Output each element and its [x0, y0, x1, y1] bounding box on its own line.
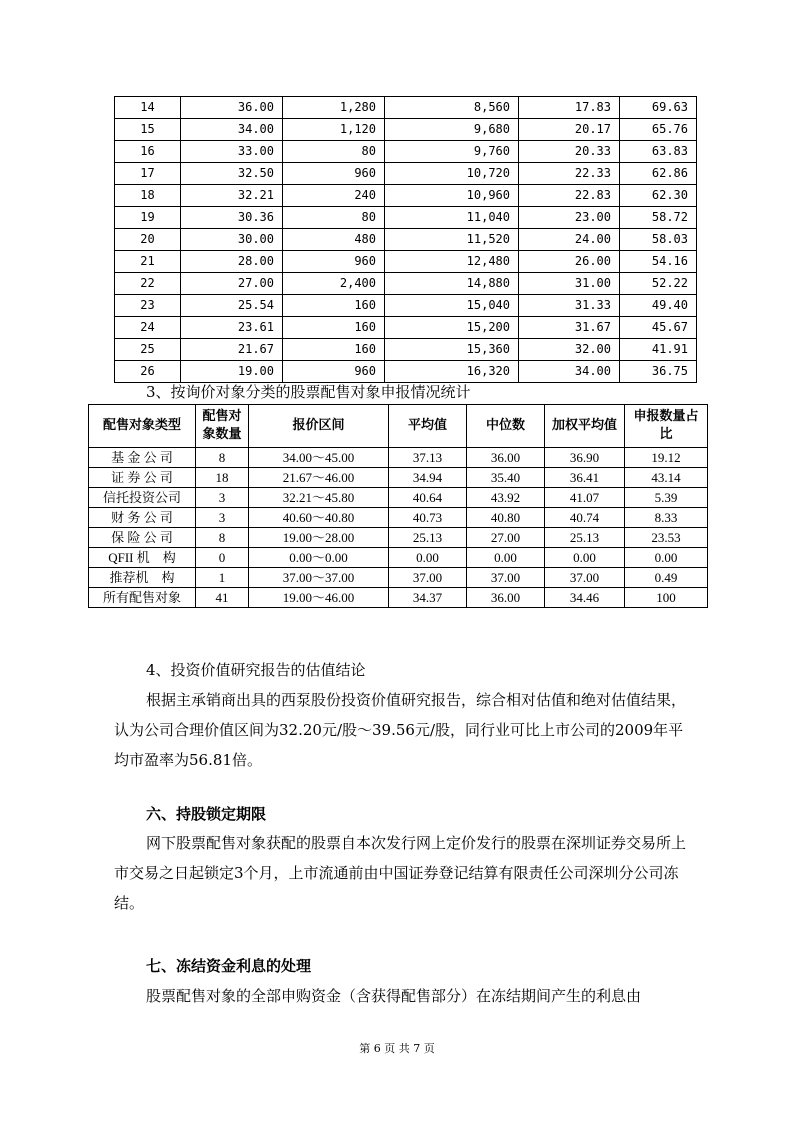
table-cell: 1	[196, 568, 249, 588]
table-cell: 1,280	[283, 97, 385, 119]
section-6-title: 六、持股锁定期限	[146, 805, 267, 823]
table-cell: 160	[283, 317, 385, 339]
table-cell: 32.00	[519, 339, 620, 361]
column-header: 中位数	[467, 405, 545, 448]
table-row	[89, 508, 708, 528]
table-cell: 43.14	[625, 468, 708, 488]
table-row	[89, 468, 708, 488]
table-cell: 20	[115, 229, 181, 251]
table-cell: 11,040	[385, 207, 519, 229]
table-cell: 19.00～46.00	[249, 588, 389, 608]
table-cell: 34.46	[545, 588, 625, 608]
table-row	[115, 251, 697, 273]
page-footer: 第 6 页 共 7 页	[359, 1042, 435, 1055]
table-cell: 24.00	[519, 229, 620, 251]
table-cell: 推荐机 构	[89, 568, 196, 588]
table-cell: 15,200	[385, 317, 519, 339]
table-cell: 36.41	[545, 468, 625, 488]
table-cell: 960	[283, 251, 385, 273]
investor-category-table	[88, 404, 708, 608]
section-3-title: 3、按询价对象分类的股票配售对象申报情况统计	[146, 383, 471, 401]
table-cell: 37.00	[467, 568, 545, 588]
table-cell: 21	[115, 251, 181, 273]
table-cell: 22.83	[519, 185, 620, 207]
table-row	[115, 119, 697, 141]
table-cell: 19.00	[181, 361, 283, 383]
table-cell: 58.03	[620, 229, 697, 251]
table-cell: 25.13	[545, 528, 625, 548]
table-cell: 18	[115, 185, 181, 207]
table-cell: 240	[283, 185, 385, 207]
table-cell: 21.67	[181, 339, 283, 361]
table-cell: 8.33	[625, 508, 708, 528]
table-cell: 10,960	[385, 185, 519, 207]
table-cell: 37.00	[389, 568, 467, 588]
table-cell: 20.33	[519, 141, 620, 163]
section-6-body: 网下股票配售对象获配的股票自本次发行网上定价发行的股票在深圳证券交易所上市交易之日起锁定3个月，上市流通前由中国证券登记结算有限责任公司深圳分公司冻结。	[114, 834, 687, 912]
table-cell: 41.07	[545, 488, 625, 508]
table-cell: 15	[115, 119, 181, 141]
table-cell: 43.92	[467, 488, 545, 508]
table-cell: 480	[283, 229, 385, 251]
table-cell: 16,320	[385, 361, 519, 383]
table-cell: 30.36	[181, 207, 283, 229]
table-cell: 9,760	[385, 141, 519, 163]
table-cell: 14,880	[385, 273, 519, 295]
table-cell: 0	[196, 548, 249, 568]
table-cell: 0.00	[625, 548, 708, 568]
table-cell: 0.00～0.00	[249, 548, 389, 568]
table-cell: 21.67～46.00	[249, 468, 389, 488]
table-cell: 3	[196, 488, 249, 508]
table-row	[115, 229, 697, 251]
table-cell: 31.00	[519, 273, 620, 295]
table-row	[89, 548, 708, 568]
table-cell: 19.12	[625, 448, 708, 468]
table-header-row	[89, 405, 708, 448]
table-row	[89, 568, 708, 588]
table-cell: 80	[283, 141, 385, 163]
table-row	[115, 163, 697, 185]
section-4-body: 根据主承销商出具的西泵股份投资价值研究报告，综合相对估值和绝对估值结果，认为公司合理价值区间为32.20元/股～39.56元/股，同行业可比上市公司的2009年平均市盈率为56.81倍。	[114, 691, 687, 769]
table-cell: 24	[115, 317, 181, 339]
table-cell: 80	[283, 207, 385, 229]
table-row	[115, 295, 697, 317]
table-row	[89, 588, 708, 608]
table-cell: 49.40	[620, 295, 697, 317]
table-cell: 26.00	[519, 251, 620, 273]
table-cell: 25.54	[181, 295, 283, 317]
section-7-body: 股票配售对象的全部申购资金（含获得配售部分）在冻结期间产生的利息由	[146, 987, 642, 1005]
table-cell: 14	[115, 97, 181, 119]
table-cell: 37.00～37.00	[249, 568, 389, 588]
table-cell: 41.91	[620, 339, 697, 361]
table-cell: 65.76	[620, 119, 697, 141]
column-header: 配售对象类型	[89, 405, 196, 448]
table-cell: 34.00	[181, 119, 283, 141]
table-cell: 0.49	[625, 568, 708, 588]
table-row	[89, 488, 708, 508]
table-cell: 11,520	[385, 229, 519, 251]
table-cell: 40.60～40.80	[249, 508, 389, 528]
table-cell: 31.33	[519, 295, 620, 317]
table-cell: 63.83	[620, 141, 697, 163]
table-row	[115, 97, 697, 119]
table-cell: 20.17	[519, 119, 620, 141]
table-cell: 32.50	[181, 163, 283, 185]
table-cell: 36.00	[467, 588, 545, 608]
table-row	[115, 273, 697, 295]
section-7-title: 七、冻结资金利息的处理	[146, 957, 312, 975]
table-cell: 5.39	[625, 488, 708, 508]
table-cell: 28.00	[181, 251, 283, 273]
table-cell: 31.67	[519, 317, 620, 339]
table-cell: 25	[115, 339, 181, 361]
table-cell: 19	[115, 207, 181, 229]
table-cell: 财 务 公 司	[89, 508, 196, 528]
table-row	[115, 361, 697, 383]
table-cell: 证 券 公 司	[89, 468, 196, 488]
table-cell: 17	[115, 163, 181, 185]
table-cell: 45.67	[620, 317, 697, 339]
table-cell: 8	[196, 448, 249, 468]
table-cell: 9,680	[385, 119, 519, 141]
table-cell: 62.86	[620, 163, 697, 185]
table-cell: 41	[196, 588, 249, 608]
table-cell: 32.21～45.80	[249, 488, 389, 508]
table-cell: 36.00	[181, 97, 283, 119]
table-cell: 69.63	[620, 97, 697, 119]
table-cell: 62.30	[620, 185, 697, 207]
table-cell: 960	[283, 361, 385, 383]
table-cell: 8	[196, 528, 249, 548]
table-cell: 1,120	[283, 119, 385, 141]
table-row	[115, 317, 697, 339]
table-cell: 32.21	[181, 185, 283, 207]
table-cell: 8,560	[385, 97, 519, 119]
table-cell: 34.37	[389, 588, 467, 608]
table-cell: 23.53	[625, 528, 708, 548]
table-cell: 30.00	[181, 229, 283, 251]
table-cell: 160	[283, 295, 385, 317]
table-cell: 37.13	[389, 448, 467, 468]
table-cell: 0.00	[389, 548, 467, 568]
table-cell: 16	[115, 141, 181, 163]
table-cell: 保 险 公 司	[89, 528, 196, 548]
table-cell: 54.16	[620, 251, 697, 273]
table-cell: 27.00	[181, 273, 283, 295]
allocation-price-table	[114, 96, 697, 383]
column-header: 加权平均值	[545, 405, 625, 448]
table-cell: 37.00	[545, 568, 625, 588]
table-cell: 3	[196, 508, 249, 528]
table-cell: 15,360	[385, 339, 519, 361]
table-cell: 23.61	[181, 317, 283, 339]
table-cell: 22	[115, 273, 181, 295]
table-cell: 40.74	[545, 508, 625, 528]
table-cell: QFII 机 构	[89, 548, 196, 568]
column-header: 报价区间	[249, 405, 389, 448]
table-cell: 35.40	[467, 468, 545, 488]
table-cell: 40.64	[389, 488, 467, 508]
table-cell: 所有配售对象	[89, 588, 196, 608]
table-cell: 基 金 公 司	[89, 448, 196, 468]
table-cell: 19.00～28.00	[249, 528, 389, 548]
table-cell: 52.22	[620, 273, 697, 295]
table-cell: 33.00	[181, 141, 283, 163]
table-row	[89, 528, 708, 548]
table-cell: 23.00	[519, 207, 620, 229]
table-row	[115, 339, 697, 361]
table-row	[115, 207, 697, 229]
column-header: 配售对象数量	[196, 405, 249, 448]
table-cell: 960	[283, 163, 385, 185]
section-4-title: 4、投资价值研究报告的估值结论	[146, 661, 366, 679]
table-row	[115, 141, 697, 163]
table-cell: 40.73	[389, 508, 467, 528]
table-cell: 58.72	[620, 207, 697, 229]
table-cell: 22.33	[519, 163, 620, 185]
table-row	[115, 185, 697, 207]
table-cell: 2,400	[283, 273, 385, 295]
column-header: 申报数量占比	[625, 405, 708, 448]
table-cell: 36.90	[545, 448, 625, 468]
table-cell: 40.80	[467, 508, 545, 528]
table-cell: 34.00	[519, 361, 620, 383]
table-row	[89, 448, 708, 468]
column-header: 平均值	[389, 405, 467, 448]
table-cell: 25.13	[389, 528, 467, 548]
table-cell: 26	[115, 361, 181, 383]
table-cell: 信托投资公司	[89, 488, 196, 508]
table-cell: 10,720	[385, 163, 519, 185]
table-cell: 15,040	[385, 295, 519, 317]
table-cell: 34.00～45.00	[249, 448, 389, 468]
table-cell: 27.00	[467, 528, 545, 548]
table-cell: 17.83	[519, 97, 620, 119]
table-cell: 18	[196, 468, 249, 488]
table-cell: 12,480	[385, 251, 519, 273]
table-cell: 36.00	[467, 448, 545, 468]
table-cell: 100	[625, 588, 708, 608]
table-cell: 0.00	[467, 548, 545, 568]
table-cell: 0.00	[545, 548, 625, 568]
table-cell: 36.75	[620, 361, 697, 383]
table-cell: 23	[115, 295, 181, 317]
table-cell: 34.94	[389, 468, 467, 488]
table-cell: 160	[283, 339, 385, 361]
